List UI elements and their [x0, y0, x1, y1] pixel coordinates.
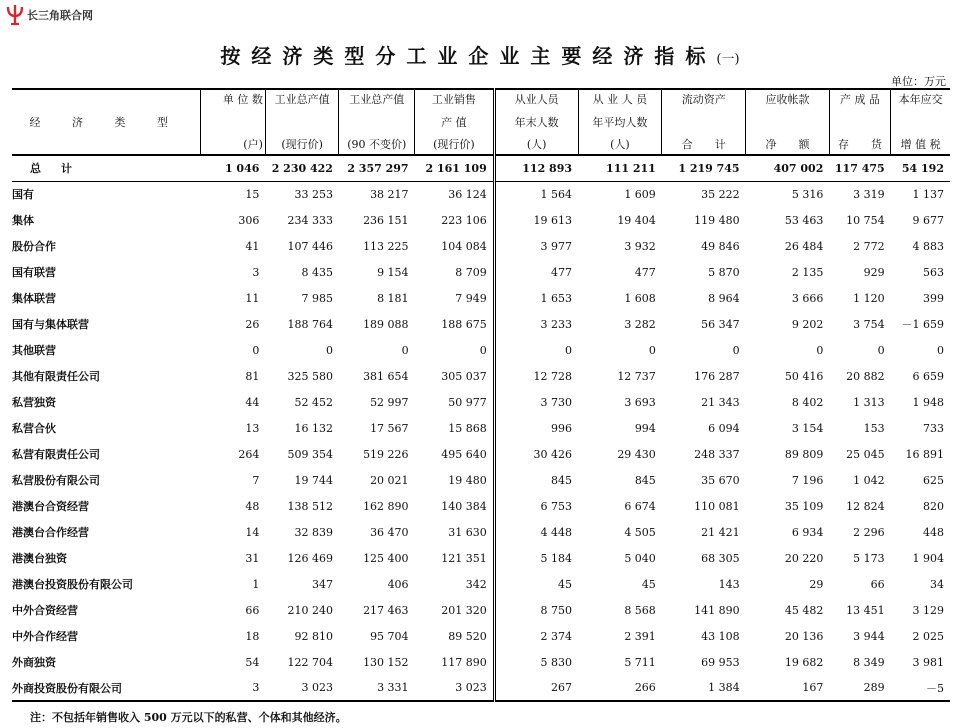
cell: 399 — [923, 291, 944, 305]
cell: 5 173 — [853, 551, 885, 565]
cell: 188 675 — [441, 317, 487, 331]
unit-label: 单位：万元 — [891, 75, 946, 88]
cell: 92 810 — [294, 629, 333, 643]
cell: 1 137 — [912, 187, 944, 201]
cell: 845 — [634, 473, 656, 487]
cell: 1 948 — [912, 395, 944, 409]
cell: 2 374 — [494, 623, 578, 649]
cell: 26 — [245, 317, 260, 331]
cell: 236 151 — [363, 213, 409, 227]
header-employees-average: 从 业 人 员 年平均人数 (人) — [578, 89, 662, 155]
cell: 477 — [634, 265, 656, 279]
cell: 19 480 — [448, 473, 487, 487]
cell: 381 654 — [363, 369, 409, 383]
psi-logo-icon — [6, 4, 24, 26]
table-row — [12, 259, 950, 285]
cell: 306 — [238, 213, 260, 227]
row-label: 私营合伙 — [12, 422, 56, 435]
cell: 89 520 — [448, 629, 487, 643]
cell: 13 451 — [846, 603, 885, 617]
cell: 2 135 — [791, 265, 824, 279]
cell: 6 934 — [791, 525, 824, 539]
cell: 12 728 — [494, 363, 578, 389]
cell: 117 475 — [829, 155, 890, 181]
cell: 21 421 — [701, 525, 740, 539]
cell: 20 882 — [846, 369, 885, 383]
cell: 0 — [494, 337, 578, 363]
header-economic-type: 经 济 类 型 — [12, 89, 200, 155]
cell: 3 — [252, 265, 260, 279]
cell: 223 106 — [441, 213, 487, 227]
cell: 0 — [732, 343, 740, 357]
cell: 31 630 — [448, 525, 487, 539]
header-output-current: 工业总产值 (现行价) — [265, 89, 339, 155]
cell: 845 — [494, 467, 578, 493]
cell: 16 891 — [905, 447, 944, 461]
statistics-table — [12, 88, 950, 702]
header-current-assets: 流动资产 合 计 — [662, 89, 746, 155]
table-row — [12, 311, 950, 337]
cell: 36 470 — [370, 525, 409, 539]
cell: 3 754 — [853, 317, 885, 331]
row-label: 其他有限责任公司 — [12, 370, 100, 383]
row-label: 私营独资 — [12, 396, 56, 409]
row-label: 私营有限责任公司 — [12, 448, 100, 461]
cell: 119 480 — [694, 213, 740, 227]
table-row — [12, 597, 950, 623]
cell: 1 608 — [624, 291, 656, 305]
cell: 264 — [238, 447, 260, 461]
cell: 3 331 — [339, 675, 415, 701]
cell: 3 693 — [624, 395, 656, 409]
row-label: 港澳台合作经营 — [12, 526, 89, 539]
table-row — [12, 233, 950, 259]
table-row — [12, 363, 950, 389]
page-title — [0, 40, 960, 69]
cell: 0 — [648, 343, 656, 357]
cell: 234 333 — [287, 213, 333, 227]
cell: 19 404 — [617, 213, 656, 227]
cell: 8 435 — [301, 265, 333, 279]
cell: 6 094 — [708, 421, 740, 435]
cell: 1 120 — [853, 291, 885, 305]
cell: 5 830 — [494, 649, 578, 675]
cell: 8 568 — [624, 603, 656, 617]
cell: 5 870 — [708, 265, 740, 279]
table-row — [12, 519, 950, 545]
table-row-total — [12, 155, 950, 181]
cell: 519 226 — [363, 447, 409, 461]
header-receivables: 应收帐款 净 额 — [746, 89, 830, 155]
header-vat-payable: 本年应交 增 值 税 — [891, 89, 950, 155]
cell: 9 154 — [377, 265, 409, 279]
cell: 495 640 — [441, 447, 487, 461]
cell: 0 — [401, 343, 409, 357]
table-row — [12, 467, 950, 493]
cell: 107 446 — [287, 239, 333, 253]
cell: 33 253 — [294, 187, 333, 201]
cell: －1 659 — [901, 318, 944, 331]
cell: 45 — [641, 577, 656, 591]
row-label: 私营股份有限公司 — [12, 474, 100, 487]
cell: 17 567 — [370, 421, 409, 435]
cell: 1 042 — [853, 473, 885, 487]
cell: 217 463 — [363, 603, 409, 617]
row-label: 港澳台投资股份有限公司 — [12, 578, 133, 591]
cell: 41 — [245, 239, 260, 253]
cell: 3 981 — [912, 655, 944, 669]
cell: 44 — [245, 395, 260, 409]
cell: 20 220 — [784, 551, 824, 565]
cell: 66 — [245, 603, 260, 617]
cell: 32 839 — [294, 525, 333, 539]
cell: 12 824 — [846, 499, 885, 513]
cell: 188 764 — [287, 317, 333, 331]
cell: 820 — [923, 499, 944, 513]
cell: 3 282 — [624, 317, 656, 331]
cell: 3 932 — [624, 239, 656, 253]
cell: 1 — [252, 577, 260, 591]
cell: 56 347 — [701, 317, 740, 331]
cell: 104 084 — [441, 239, 487, 253]
cell: 20 021 — [370, 473, 409, 487]
cell: 69 953 — [701, 655, 740, 669]
row-label: 集体 — [12, 214, 34, 227]
cell: 45 — [494, 571, 578, 597]
cell: 13 — [245, 421, 260, 435]
cell: 0 — [479, 343, 487, 357]
cell: 34 — [930, 577, 944, 591]
cell: 407 002 — [746, 155, 830, 181]
cell: 0 — [937, 343, 944, 357]
logo-text: 长三角联合网 — [27, 9, 93, 22]
row-label: 总计 — [12, 155, 200, 181]
cell: 2 025 — [912, 629, 944, 643]
cell: 563 — [923, 265, 944, 279]
cell: 35 109 — [784, 499, 824, 513]
cell: 5 184 — [494, 545, 578, 571]
table-row — [12, 545, 950, 571]
table-row — [12, 389, 950, 415]
cell: 3 233 — [494, 311, 578, 337]
cell: 210 240 — [287, 603, 333, 617]
cell: 15 — [245, 187, 260, 201]
cell: 8 750 — [494, 597, 578, 623]
cell: 1 384 — [662, 675, 746, 701]
cell: 2 357 297 — [339, 155, 415, 181]
cell: 68 305 — [701, 551, 740, 565]
cell: 29 — [809, 577, 824, 591]
cell: 625 — [923, 473, 944, 487]
cell: 266 — [578, 675, 662, 701]
cell: 305 037 — [441, 369, 487, 383]
cell: 0 — [877, 343, 885, 357]
cell: 3 154 — [791, 421, 824, 435]
cell: 18 — [245, 629, 260, 643]
cell: 138 512 — [287, 499, 333, 513]
cell: 448 — [923, 525, 944, 539]
cell: 2 391 — [624, 629, 656, 643]
cell: 112 893 — [494, 155, 578, 181]
cell: 3 — [200, 675, 265, 701]
cell: 111 211 — [578, 155, 662, 181]
cell: 167 — [746, 675, 830, 701]
cell: 189 088 — [363, 317, 409, 331]
header-employees-year-end: 从业人员 年末人数 (人) — [494, 89, 578, 155]
cell: 140 384 — [441, 499, 487, 513]
row-label: 国有联营 — [12, 266, 56, 279]
table-row — [12, 181, 950, 207]
cell: 66 — [870, 577, 885, 591]
cell: 50 416 — [784, 369, 824, 383]
cell: 5 711 — [624, 655, 656, 669]
cell: 2 772 — [853, 239, 885, 253]
table-row — [12, 493, 950, 519]
cell: 89 809 — [784, 447, 824, 461]
cell: 509 354 — [287, 447, 333, 461]
cell: 117 890 — [441, 655, 487, 669]
cell: 3 944 — [853, 629, 885, 643]
cell: 3 319 — [853, 187, 885, 201]
title-main: 按经济类型分工业企业主要经济指标 — [220, 44, 717, 68]
header-output-constant: 工业总产值 (90 不变价) — [339, 89, 415, 155]
cell: 29 430 — [617, 447, 656, 461]
cell: 3 023 — [265, 675, 339, 701]
row-label: 股份合作 — [12, 240, 56, 253]
cell: 0 — [252, 343, 260, 357]
cell: 31 — [245, 551, 260, 565]
cell: 3 023 — [415, 675, 495, 701]
cell: 20 136 — [784, 629, 824, 643]
cell: －5 — [891, 675, 950, 701]
cell: 26 484 — [784, 239, 824, 253]
cell: 52 452 — [294, 395, 333, 409]
title-suffix: (一) — [716, 52, 740, 67]
cell: 122 704 — [287, 655, 333, 669]
cell: 11 — [245, 291, 260, 305]
cell: 95 704 — [370, 629, 409, 643]
cell: 1 219 745 — [662, 155, 746, 181]
cell: 342 — [465, 577, 487, 591]
cell: 81 — [245, 369, 260, 383]
cell: 48 — [245, 499, 260, 513]
cell: 1 653 — [494, 285, 578, 311]
cell: 8 402 — [791, 395, 824, 409]
cell: 289 — [829, 675, 890, 701]
table-row — [12, 207, 950, 233]
cell: 929 — [863, 265, 885, 279]
table-row — [12, 649, 950, 675]
cell: 5 040 — [624, 551, 656, 565]
table-row — [12, 623, 950, 649]
cell: 2 296 — [853, 525, 885, 539]
cell: 1 313 — [853, 395, 885, 409]
cell: 14 — [245, 525, 260, 539]
cell: 110 081 — [694, 499, 740, 513]
header-sales-value: 工业销售 产 值 (现行价) — [415, 89, 495, 155]
cell: 7 196 — [791, 473, 824, 487]
cell: 267 — [494, 675, 578, 701]
row-label: 国有与集体联营 — [12, 318, 89, 331]
cell: 5 316 — [791, 187, 824, 201]
cell: 9 677 — [912, 213, 944, 227]
cell: 19 744 — [294, 473, 333, 487]
cell: 113 225 — [363, 239, 409, 253]
cell: 7 949 — [455, 291, 487, 305]
table-body — [12, 155, 950, 701]
cell: 50 977 — [448, 395, 487, 409]
cell: 49 846 — [701, 239, 740, 253]
cell: 54 — [245, 655, 260, 669]
cell: 43 108 — [701, 629, 740, 643]
cell: 248 337 — [694, 447, 740, 461]
cell: 2 161 109 — [415, 155, 495, 181]
row-label: 中外合作经营 — [12, 630, 78, 643]
cell: 3 129 — [912, 603, 944, 617]
cell: 0 — [816, 343, 824, 357]
cell: 38 217 — [370, 187, 409, 201]
cell: 19 613 — [494, 207, 578, 233]
row-label: 港澳台合资经营 — [12, 500, 89, 513]
table-row — [12, 415, 950, 441]
cell: 6 659 — [912, 369, 944, 383]
cell: 477 — [494, 259, 578, 285]
cell: 8 964 — [708, 291, 740, 305]
cell: 53 463 — [784, 213, 824, 227]
cell: 130 152 — [363, 655, 409, 669]
cell: 201 320 — [441, 603, 487, 617]
cell: 45 482 — [784, 603, 824, 617]
cell: 8 349 — [853, 655, 885, 669]
cell: 6 674 — [624, 499, 656, 513]
cell: 121 351 — [441, 551, 487, 565]
cell: 1 904 — [912, 551, 944, 565]
cell: 16 132 — [294, 421, 333, 435]
cell: 6 753 — [494, 493, 578, 519]
header-unit-count: 单 位 数 (户) — [200, 89, 265, 155]
row-label: 其他联营 — [12, 344, 56, 357]
cell: 36 124 — [448, 187, 487, 201]
cell: 733 — [923, 421, 944, 435]
row-label: 港澳台独资 — [12, 552, 67, 565]
cell: 19 682 — [784, 655, 824, 669]
cell: 4 448 — [494, 519, 578, 545]
table-header-row — [12, 89, 950, 155]
cell: 7 985 — [301, 291, 333, 305]
cell: 1 609 — [624, 187, 656, 201]
row-label: 国有 — [12, 188, 34, 202]
cell: 12 737 — [617, 369, 656, 383]
cell: 996 — [494, 415, 578, 441]
cell: 0 — [325, 343, 333, 357]
cell: 141 890 — [694, 603, 740, 617]
cell: 3 730 — [494, 389, 578, 415]
row-label: 中外合资经营 — [12, 604, 78, 617]
cell: 10 754 — [846, 213, 885, 227]
table-row — [12, 285, 950, 311]
cell: 21 343 — [701, 395, 740, 409]
cell: 35 670 — [701, 473, 740, 487]
cell: 126 469 — [287, 551, 333, 565]
cell: 1 046 — [200, 155, 265, 181]
cell: 143 — [718, 577, 740, 591]
cell: 3 666 — [791, 291, 824, 305]
cell: 162 890 — [363, 499, 409, 513]
footnote: 注：不包括年销售收入 500 万元以下的私营、个体和其他经济。 — [30, 711, 347, 724]
cell: 35 222 — [701, 187, 740, 201]
cell: 4 883 — [912, 239, 944, 253]
cell: 153 — [863, 421, 885, 435]
cell: 1 564 — [494, 181, 578, 207]
cell: 15 868 — [448, 421, 487, 435]
cell: 8 181 — [377, 291, 409, 305]
row-label: 外商投资股份有限公司 — [12, 675, 200, 701]
header-inventory: 产 成 品 存 货 — [829, 89, 890, 155]
table-row — [12, 675, 950, 701]
cell: 2 230 422 — [265, 155, 339, 181]
cell: 347 — [311, 577, 333, 591]
table-row — [12, 337, 950, 363]
cell: 25 045 — [846, 447, 885, 461]
cell: 30 426 — [494, 441, 578, 467]
table-row — [12, 441, 950, 467]
table-row — [12, 571, 950, 597]
cell: 406 — [387, 577, 409, 591]
cell: 125 400 — [363, 551, 409, 565]
cell: 8 709 — [455, 265, 487, 279]
cell: 4 505 — [624, 525, 656, 539]
cell: 52 997 — [370, 395, 409, 409]
row-label: 外商独资 — [12, 656, 56, 669]
cell: 994 — [634, 421, 656, 435]
cell: 9 202 — [791, 317, 824, 331]
row-label: 集体联营 — [12, 292, 56, 305]
cell: 54 192 — [891, 155, 950, 181]
cell: 3 977 — [494, 233, 578, 259]
cell: 325 580 — [287, 369, 333, 383]
cell: 7 — [252, 473, 260, 487]
site-logo[interactable] — [6, 4, 93, 26]
cell: 176 287 — [694, 369, 740, 383]
